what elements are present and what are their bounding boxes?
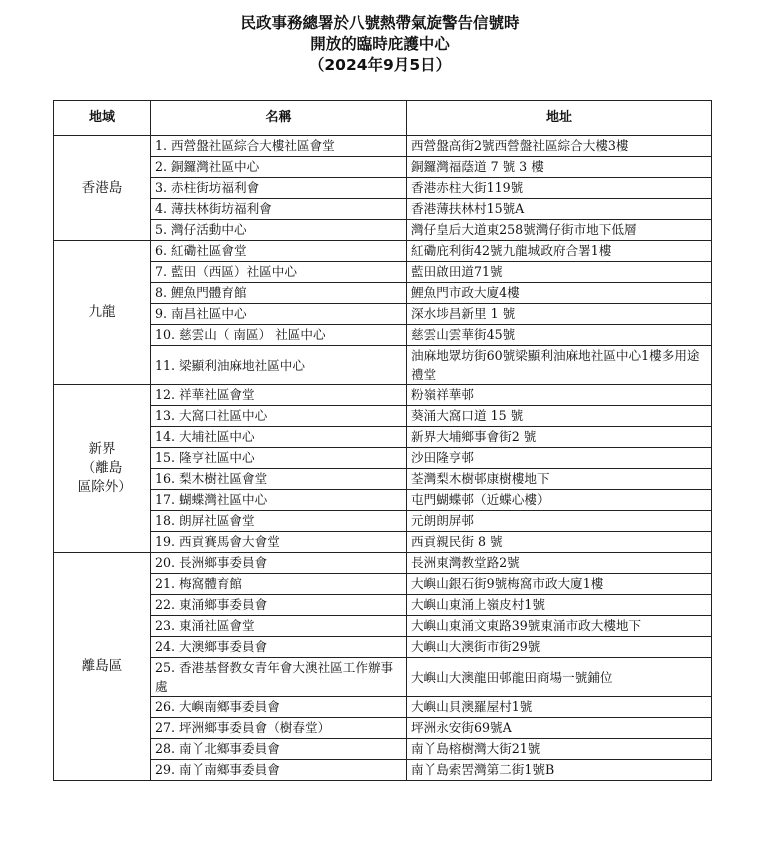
table-row xyxy=(54,616,712,637)
table-row xyxy=(54,553,712,574)
name-cell: 17. 蝴蝶灣社區中心 xyxy=(151,490,407,511)
name-cell: 23. 東涌社區會堂 xyxy=(151,616,407,637)
name-cell: 14. 大埔社區中心 xyxy=(151,427,407,448)
address-cell: 長洲東灣教堂路2號 xyxy=(407,553,712,574)
address-cell: 灣仔皇后大道東258號灣仔街市地下低層 xyxy=(407,220,712,241)
address-cell: 荃灣梨木樹邨康樹樓地下 xyxy=(407,469,712,490)
address-cell: 慈雲山雲華街45號 xyxy=(407,325,712,346)
address-cell: 大嶼山東涌上嶺皮村1號 xyxy=(407,595,712,616)
address-cell: 鯉魚門市政大廈4樓 xyxy=(407,283,712,304)
table-row xyxy=(54,178,712,199)
name-cell: 19. 西貢賽馬會大會堂 xyxy=(151,532,407,553)
name-cell: 27. 坪洲鄉事委員會（樹春堂） xyxy=(151,718,407,739)
table-body xyxy=(54,136,712,781)
region-label: 離島區 xyxy=(81,658,123,674)
table-row xyxy=(54,406,712,427)
table-row xyxy=(54,136,712,157)
table-row xyxy=(54,697,712,718)
table-row xyxy=(54,511,712,532)
name-cell: 18. 朗屏社區會堂 xyxy=(151,511,407,532)
header-name: 名稱 xyxy=(151,101,407,136)
name-cell: 26. 大嶼南鄉事委員會 xyxy=(151,697,407,718)
table-row xyxy=(54,595,712,616)
table-row xyxy=(54,658,712,697)
address-cell: 新界大埔鄉事會街2 號 xyxy=(407,427,712,448)
table-row xyxy=(54,241,712,262)
address-cell: 元朗朗屏邨 xyxy=(407,511,712,532)
name-cell: 10. 慈雲山（ 南區） 社區中心 xyxy=(151,325,407,346)
document-title xyxy=(0,13,760,76)
table-row xyxy=(54,532,712,553)
address-cell: 香港薄扶林村15號A xyxy=(407,199,712,220)
table-row xyxy=(54,283,712,304)
address-cell: 葵涌大窩口道 15 號 xyxy=(407,406,712,427)
name-cell: 12. 祥華社區會堂 xyxy=(151,385,407,406)
table-row xyxy=(54,739,712,760)
name-cell: 5. 灣仔活動中心 xyxy=(151,220,407,241)
name-cell: 3. 赤柱街坊福利會 xyxy=(151,178,407,199)
table-row xyxy=(54,220,712,241)
address-cell: 沙田隆亨邨 xyxy=(407,448,712,469)
name-cell: 24. 大澳鄉事委員會 xyxy=(151,637,407,658)
name-cell: 9. 南昌社區中心 xyxy=(151,304,407,325)
name-cell: 2. 銅鑼灣社區中心 xyxy=(151,157,407,178)
table-row xyxy=(54,157,712,178)
address-cell: 油麻地眾坊街60號梁顯利油麻地社區中心1樓多用途禮堂 xyxy=(407,346,712,385)
region-cell xyxy=(54,136,151,241)
name-cell: 13. 大窩口社區中心 xyxy=(151,406,407,427)
name-cell: 25. 香港基督教女青年會大澳社區工作辦事處 xyxy=(151,658,407,697)
address-cell: 藍田啟田道71號 xyxy=(407,262,712,283)
region-cell xyxy=(54,553,151,781)
table-row xyxy=(54,325,712,346)
address-cell: 坪洲永安街69號A xyxy=(407,718,712,739)
table-row xyxy=(54,385,712,406)
name-cell: 28. 南丫北鄉事委員會 xyxy=(151,739,407,760)
address-cell: 南丫島索罟灣第二街1號B xyxy=(407,760,712,781)
address-cell: 深水埗昌新里 1 號 xyxy=(407,304,712,325)
region-cell xyxy=(54,241,151,385)
table-row xyxy=(54,346,712,385)
address-cell: 粉嶺祥華邨 xyxy=(407,385,712,406)
region-label: 九龍 xyxy=(88,304,116,320)
name-cell: 1. 西營盤社區綜合大樓社區會堂 xyxy=(151,136,407,157)
name-cell: 7. 藍田（西區）社區中心 xyxy=(151,262,407,283)
table-row xyxy=(54,469,712,490)
name-cell: 21. 梅窩體育館 xyxy=(151,574,407,595)
name-cell: 4. 薄扶林街坊福利會 xyxy=(151,199,407,220)
header-region: 地域 xyxy=(54,101,151,136)
table-row xyxy=(54,199,712,220)
region-label: 香港島 xyxy=(81,179,123,196)
address-cell: 西貢親民街 8 號 xyxy=(407,532,712,553)
table-row xyxy=(54,760,712,781)
table-row xyxy=(54,448,712,469)
table-row xyxy=(54,304,712,325)
table-row xyxy=(54,427,712,448)
name-cell: 15. 隆亨社區中心 xyxy=(151,448,407,469)
address-cell: 大嶼山貝澳羅屋村1號 xyxy=(407,697,712,718)
address-cell: 銅鑼灣福蔭道 7 號 3 樓 xyxy=(407,157,712,178)
address-cell: 大嶼山東涌文東路39號東涌市政大樓地下 xyxy=(407,616,712,637)
name-cell: 8. 鯉魚門體育館 xyxy=(151,283,407,304)
address-cell: 南丫島榕樹灣大街21號 xyxy=(407,739,712,760)
address-cell: 大嶼山大澳龍田邨龍田商場一號鋪位 xyxy=(407,658,712,697)
table-row xyxy=(54,262,712,283)
header-address: 地址 xyxy=(407,101,712,136)
address-cell: 西營盤高街2號西營盤社區綜合大樓3樓 xyxy=(407,136,712,157)
name-cell: 22. 東涌鄉事委員會 xyxy=(151,595,407,616)
table-row xyxy=(54,637,712,658)
region-label: 新界（離島區除外） xyxy=(77,441,132,495)
address-cell: 紅磡庇利街42號九龍城政府合署1樓 xyxy=(407,241,712,262)
address-cell: 屯門蝴蝶邨（近蝶心樓） xyxy=(407,490,712,511)
address-cell: 香港赤柱大街119號 xyxy=(407,178,712,199)
name-cell: 16. 梨木樹社區會堂 xyxy=(151,469,407,490)
name-cell: 6. 紅磡社區會堂 xyxy=(151,241,407,262)
title-line-2: 開放的臨時庇護中心 xyxy=(310,35,450,53)
region-cell xyxy=(54,385,151,553)
title-line-1: 民政事務總署於八號熱帶氣旋警告信號時 xyxy=(240,14,520,32)
address-cell: 大嶼山大澳街市街29號 xyxy=(407,637,712,658)
title-date: （2024年9月5日） xyxy=(308,56,452,74)
address-cell: 大嶼山銀石街9號梅窩市政大廈1樓 xyxy=(407,574,712,595)
shelter-table xyxy=(53,100,712,781)
name-cell: 11. 梁顯利油麻地社區中心 xyxy=(151,346,407,385)
table-row xyxy=(54,574,712,595)
table-row xyxy=(54,718,712,739)
table-row xyxy=(54,490,712,511)
name-cell: 29. 南丫南鄉事委員會 xyxy=(151,760,407,781)
header-row xyxy=(54,101,712,136)
name-cell: 20. 長洲鄉事委員會 xyxy=(151,553,407,574)
